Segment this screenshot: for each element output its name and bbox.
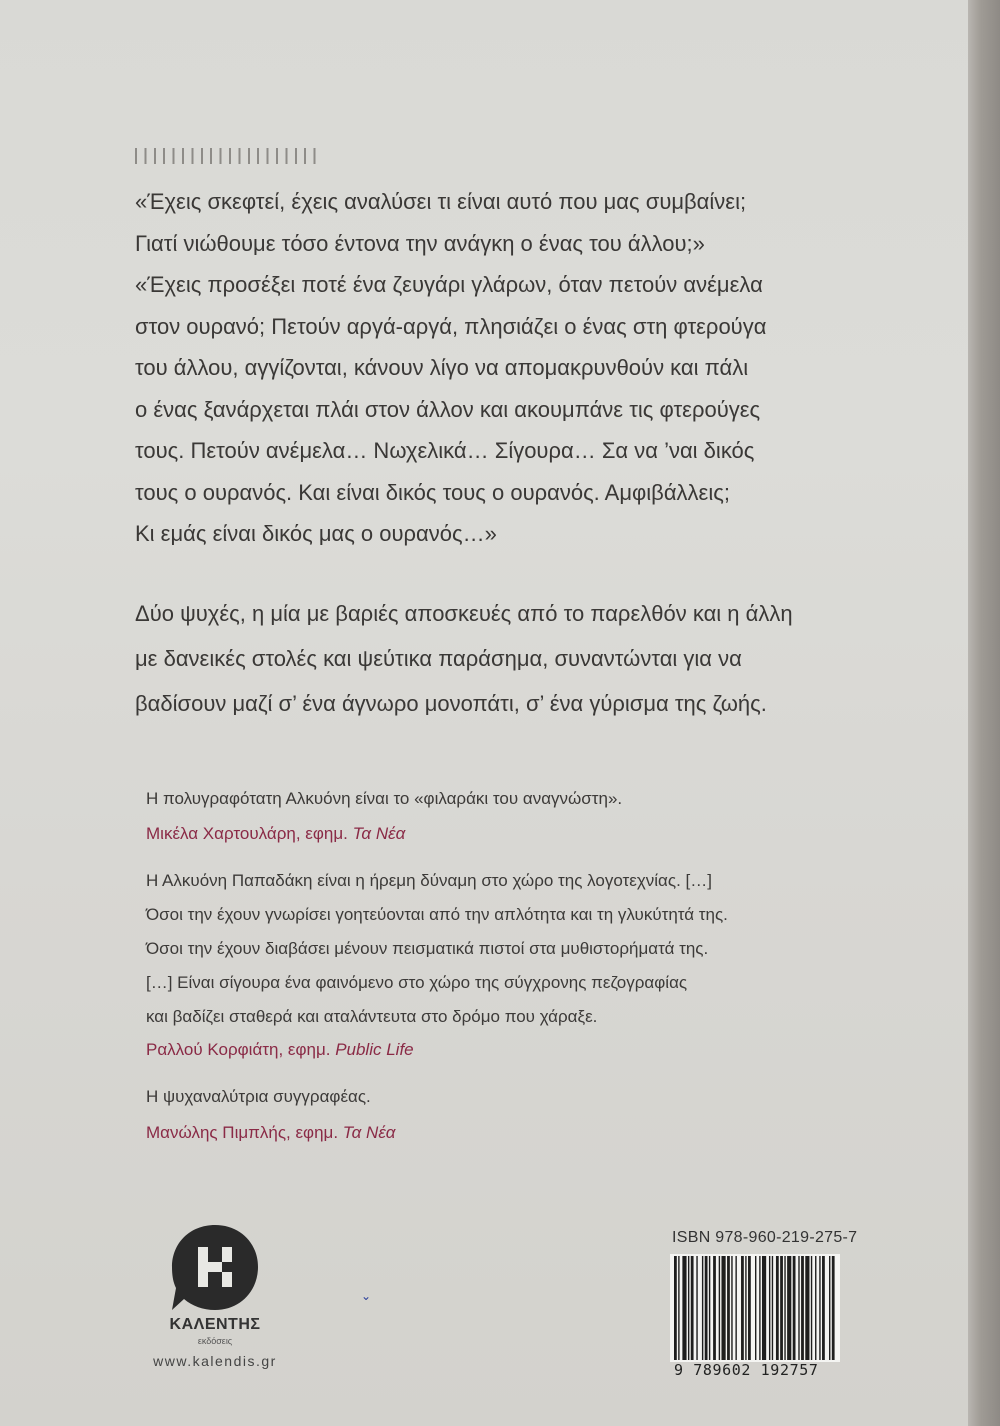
barcode-bar xyxy=(805,1256,809,1360)
summary-line: Δύο ψυχές, η μία με βαριές αποσκευές από το παρελθόν και η άλλη xyxy=(135,601,793,626)
barcode-bar xyxy=(691,1256,694,1360)
barcode-bar xyxy=(811,1256,812,1360)
barcode-bar xyxy=(801,1256,804,1360)
review-quote-line: […] Είναι σίγουρα ένα φαινόμενο στο χώρο της σύγχρονης πεζογραφίας xyxy=(146,973,688,992)
barcode-bar xyxy=(769,1256,770,1360)
review-quote-line: Η Αλκυόνη Παπαδάκη είναι η ήρεμη δύναμη στο χώρο της λογοτεχνίας. […] xyxy=(146,871,712,890)
review-author: Μανώλης Πιμπλής, εφημ. xyxy=(146,1123,343,1142)
publisher-website[interactable]: www.kalendis.gr xyxy=(153,1353,277,1369)
barcode-bar xyxy=(727,1256,730,1360)
pen-mark: ⌄ xyxy=(361,1289,372,1303)
barcode-bar xyxy=(784,1256,785,1360)
review-quote xyxy=(146,782,622,816)
summary-line: βαδίσουν μαζί σ’ ένα άγνωρο μονοπάτι, σ’ ένα γύρισμα της ζωής. xyxy=(135,691,767,716)
barcode-bar xyxy=(713,1256,716,1360)
barcode-bar xyxy=(762,1256,766,1360)
review-attribution xyxy=(146,1116,395,1150)
isbn-label: ISBN 978-960-219-275-7 xyxy=(672,1229,858,1246)
decorative-tick-marks xyxy=(135,148,320,164)
barcode-bar xyxy=(759,1256,760,1360)
review-quote xyxy=(146,1080,371,1114)
barcode-bar xyxy=(776,1256,779,1360)
review-quote-line: Η πολυγραφότατη Αλκυόνη είναι το «φιλαράκι του αναγνώστη». xyxy=(146,789,623,808)
review-attribution xyxy=(146,1033,414,1067)
barcode-bar xyxy=(719,1256,720,1360)
synopsis-line: του άλλου, αγγίζονται, κάνουν λίγο να απομακρυνθούν και πάλι xyxy=(135,355,749,380)
barcode-bar xyxy=(682,1256,686,1360)
summary-line: με δανεικές στολές και ψεύτικα παράσημα, συναντώνται για να xyxy=(135,646,742,671)
review-attribution xyxy=(146,817,405,851)
review-source: Τα Νέα xyxy=(342,1123,396,1142)
barcode-bar xyxy=(815,1256,816,1360)
barcode-bar xyxy=(735,1256,736,1360)
barcode-bar xyxy=(780,1256,783,1360)
barcode-bar xyxy=(721,1256,725,1360)
review-source: Public Life xyxy=(335,1040,414,1059)
barcode-bar xyxy=(688,1256,689,1360)
review-quote-line: Η ψυχαναλύτρια συγγραφέας. xyxy=(146,1087,371,1106)
barcode-bar xyxy=(832,1256,835,1360)
review-quote xyxy=(146,864,728,1034)
barcode-digits: 9 789602 192757 xyxy=(674,1361,819,1379)
barcode-bar xyxy=(822,1256,825,1360)
review-author: Μικέλα Χαρτουλάρη, εφημ. xyxy=(146,824,353,843)
synopsis-line: ο ένας ξανάρχεται πλάι στον άλλον και ακουμπάνε τις φτερούγες xyxy=(135,396,761,422)
synopsis-line: τους. Πετούν ανέμελα… Νωχελικά… Σίγουρα… Σα να ’ναι δικός xyxy=(135,438,755,463)
barcode-bar xyxy=(709,1256,710,1360)
barcode-bar xyxy=(678,1256,679,1360)
synopsis-line: στον ουρανό; Πετούν αργά-αργά, πλησιάζει ο ένας στη φτερούγα xyxy=(135,313,767,339)
speech-bubble-k-icon xyxy=(168,1220,263,1315)
barcode-bar xyxy=(772,1256,773,1360)
barcode-icon xyxy=(670,1254,840,1362)
publisher-subtitle: εκδόσεις xyxy=(197,1336,233,1346)
barcode-bar xyxy=(787,1256,791,1360)
barcode-bar xyxy=(829,1256,830,1360)
review-quote-line: Όσοι την έχουν γνωρίσει γοητεύονται από την απλότητα και τη γλυκύτητά της. xyxy=(146,905,728,924)
synopsis-line: Γιατί νιώθουμε τόσο έντονα την ανάγκη ο ένας του άλλου;» xyxy=(135,230,705,256)
review-quote-line: Όσοι την έχουν διαβάσει μένουν πεισματικά πιστοί στα μυθιστορήματά της. xyxy=(146,939,709,958)
review-source: Τα Νέα xyxy=(352,824,406,843)
summary-paragraph xyxy=(135,591,835,726)
review-quote-line: και βαδίζει σταθερά και αταλάντευτα στο δρόμο που χάραξε. xyxy=(146,1007,598,1026)
barcode-bar xyxy=(702,1256,703,1360)
barcode-bar xyxy=(741,1256,744,1360)
review-author: Ραλλού Κορφιάτη, εφημ. xyxy=(146,1040,336,1059)
page-edge xyxy=(968,0,1000,1426)
synopsis-line: «Έχεις σκεφτεί, έχεις αναλύσει τι είναι αυτό που μας συμβαίνει; xyxy=(135,189,747,214)
barcode-bar xyxy=(745,1256,746,1360)
synopsis-line: «Έχεις προσέξει ποτέ ένα ζευγάρι γλάρων, όταν πετούν ανέμελα xyxy=(135,272,763,297)
barcode-bar xyxy=(674,1256,677,1360)
barcode-bar xyxy=(793,1256,796,1360)
barcode-bar xyxy=(731,1256,732,1360)
synopsis-excerpt xyxy=(135,181,835,555)
barcode-bar xyxy=(798,1256,799,1360)
synopsis-line: τους ο ουρανός. Και είναι δικός τους ο ουρανός. Αμφιβάλλεις; xyxy=(135,479,730,505)
synopsis-line: Κι εμάς είναι δικός μας ο ουρανός…» xyxy=(135,521,497,546)
publisher-name: ΚΑΛΕΝΤΗΣ xyxy=(169,1316,261,1333)
barcode-bar xyxy=(755,1256,756,1360)
barcode-bar xyxy=(705,1256,708,1360)
barcode-bar xyxy=(819,1256,820,1360)
barcode-bar xyxy=(696,1256,697,1360)
barcode-bar xyxy=(748,1256,751,1360)
